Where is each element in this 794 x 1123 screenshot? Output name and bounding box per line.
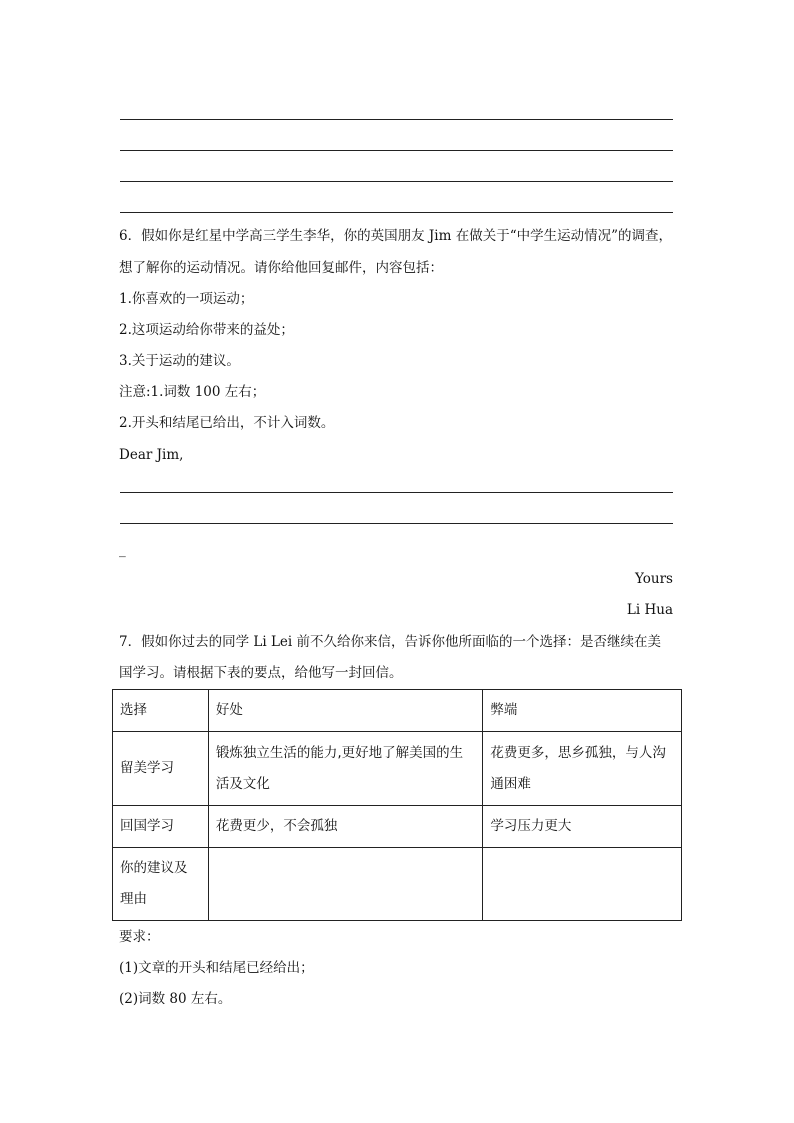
q6-note-1: 注意:1.词数 100 左右；	[119, 384, 266, 400]
q6-note-2: 2.开头和结尾已给出，不计入词数。	[119, 415, 335, 431]
pros-cons-table	[112, 689, 682, 921]
table-cell[interactable]	[208, 848, 482, 921]
answer-line[interactable]	[120, 119, 673, 120]
answer-line[interactable]	[120, 523, 673, 524]
q7-prompt-line-2: 国学习。请根据下表的要点，给他写一封回信。	[119, 665, 403, 681]
answer-line[interactable]	[120, 212, 673, 213]
table-row	[113, 848, 682, 921]
table-cell: 花费更多，思乡孤独，与人沟通困难	[483, 732, 682, 806]
answer-line[interactable]	[120, 181, 673, 182]
q6-prompt-line-1: 6．假如你是红星中学高三学生李华，你的英国朋友 Jim 在做关于“中学生运动情况”的调查，	[119, 228, 673, 244]
table-header-cell: 选择	[113, 690, 209, 732]
q6-greeting: Dear Jim,	[119, 447, 184, 463]
q6-closing: Yours	[635, 571, 673, 587]
table-cell: 学习压力更大	[483, 806, 682, 848]
q6-prompt-line-2: 想了解你的运动情况。请你给他回复邮件，内容包括：	[119, 260, 443, 276]
table-cell: 留美学习	[113, 732, 209, 806]
q7-requirement-1: (1)文章的开头和结尾已经给出；	[119, 960, 314, 976]
q6-point-1: 1.你喜欢的一项运动；	[119, 291, 254, 307]
q7-prompt-line-1: 7．假如你过去的同学 Li Lei 前不久给你来信，告诉你他所面临的一个选择：是否继续在美	[119, 634, 662, 650]
table-header-cell: 弊端	[483, 690, 682, 732]
q6-signature: Li Hua	[626, 602, 673, 618]
table-header-row	[113, 690, 682, 732]
q7-requirements-title: 要求：	[119, 929, 160, 945]
answer-line[interactable]	[120, 150, 673, 151]
table-cell: 花费更少，不会孤独	[208, 806, 482, 848]
table-row	[113, 732, 682, 806]
table-row	[113, 806, 682, 848]
q6-dash: _	[119, 542, 126, 558]
q6-point-3: 3.关于运动的建议。	[119, 353, 240, 369]
table-cell[interactable]	[483, 848, 682, 921]
answer-line[interactable]	[120, 492, 673, 493]
q7-requirement-2: (2)词数 80 左右。	[119, 991, 232, 1007]
table-header-cell: 好处	[208, 690, 482, 732]
table-cell: 回国学习	[113, 806, 209, 848]
table-cell: 锻炼独立生活的能力,更好地了解美国的生活及文化	[208, 732, 482, 806]
q6-point-2: 2.这项运动给你带来的益处；	[119, 322, 294, 338]
table-cell: 你的建议及理由	[113, 848, 209, 921]
